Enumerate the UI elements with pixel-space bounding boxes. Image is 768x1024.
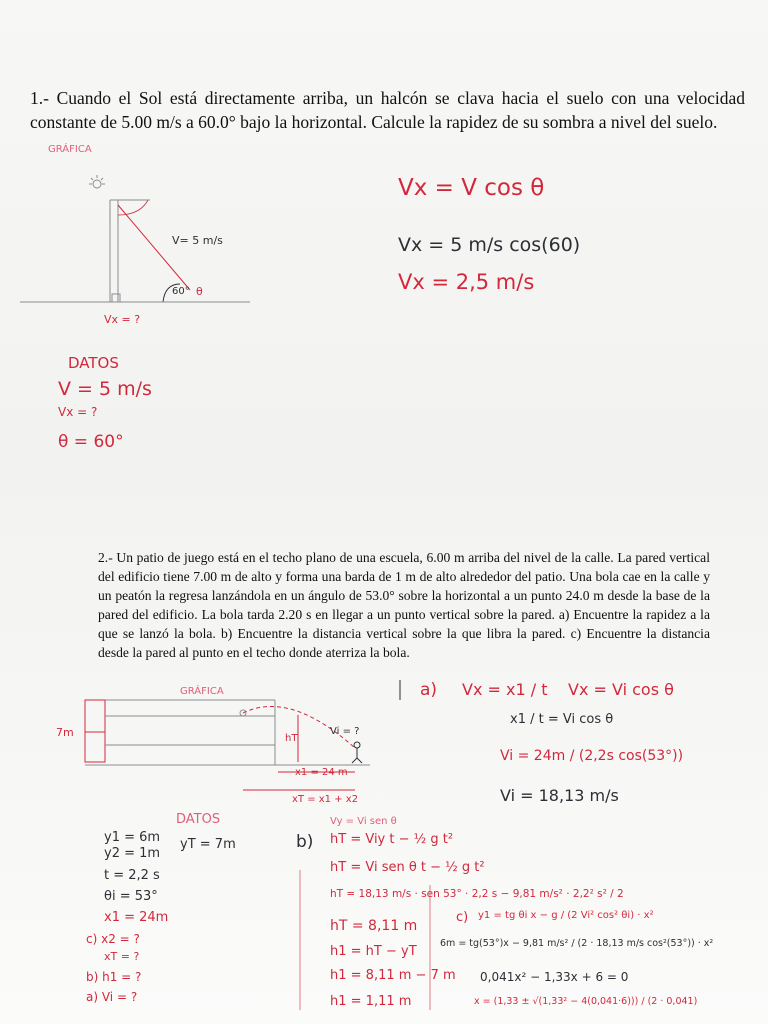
- p1-datos-v: V = 5 m/s: [58, 378, 152, 400]
- p1-velocity-label: V= 5 m/s: [172, 234, 223, 247]
- p2b-result-h1: h1 = 1,11 m: [330, 994, 412, 1009]
- p2-datos-qb: b) h1 = ?: [86, 970, 142, 984]
- p1-result: Vx = 2,5 m/s: [398, 270, 535, 294]
- p2-datos-title: DATOS: [176, 812, 221, 827]
- p2-height-7m: 7m: [56, 726, 74, 739]
- p2-vi-label: Vi = ?: [330, 726, 360, 737]
- p2a-result: Vi = 18,13 m/s: [500, 786, 619, 805]
- p1-datos-title: DATOS: [68, 354, 119, 372]
- p2a-eq3: Vi = 24m / (2,2s cos(53°)): [500, 748, 684, 764]
- p2b-note: Vy = Vi sen θ: [330, 816, 397, 827]
- p2-ht-label: hT: [285, 733, 298, 744]
- p2b-eq6: h1 = 8,11 m − 7 m: [330, 968, 456, 983]
- p2b-eq5: h1 = hT − yT: [330, 944, 417, 959]
- p2-graph-title: GRÁFICA: [180, 686, 224, 697]
- p2-datos-y1: y1 = 6m: [104, 830, 161, 845]
- p1-graph-title: GRÁFICA: [48, 144, 92, 155]
- p2-datos-qa: a) Vi = ?: [86, 990, 138, 1004]
- p1-theta-symbol: θ: [196, 285, 203, 298]
- p2b-eq1: hT = Viy t − ½ g t²: [330, 832, 454, 847]
- p1-formula: Vx = V cos θ: [398, 175, 545, 201]
- p1-angle-label: 60°: [172, 286, 190, 297]
- p2-x1-label: x1 = 24 m: [295, 767, 348, 778]
- p2b-eq2: hT = Vi sen θ t − ½ g t²: [330, 860, 485, 875]
- p2a-label: a): [420, 680, 438, 700]
- p2c-eq1: y1 = tg θi x − g / (2 Vi² cos² θi) · x²: [478, 910, 654, 921]
- p2-datos-yt: yT = 7m: [180, 837, 236, 852]
- p2c-eq3: 0,041x² − 1,33x + 6 = 0: [480, 970, 629, 984]
- problem-2-statement: 2.- Un patio de juego está en el techo plano de una escuela, 6.00 m arriba del nivel de la calle. La pared vertical del edificio tiene 7.00 m de alto y forma una barda de 1 m de alto alrededor del patio. Una bola cae en la calle y un peatón la regresa lanzándola en un ángulo de 53.0° sobre la horizontal a un punto 24.0 m desde la base de la pared del edificio. La bola tarda 2.20 s en llegar a un punto vertical sobre la pared. a) Encuentre la rapidez a la que se lanzó la bola. b) Encuentre la distancia vertical sobre la que libra la pared. c) Encuentre la distancia desde la pared al punto en el techo donde aterriza la bola.: [98, 550, 710, 660]
- p1-substitution: Vx = 5 m/s cos(60): [398, 234, 581, 256]
- p2b-eq3: hT = 18,13 m/s · sen 53° · 2,2 s − 9,81 m/s² · 2,2² s² / 2: [330, 888, 624, 900]
- p1-vx-unknown: Vx = ?: [104, 313, 141, 326]
- p2a-eq1: Vx = x1 / t: [462, 680, 548, 699]
- p2c-label: c): [456, 910, 469, 925]
- p2-datos-t: t = 2,2 s: [104, 868, 160, 883]
- p2-datos-qc2: xT = ?: [104, 950, 140, 963]
- p1-datos-theta: θ = 60°: [58, 432, 124, 452]
- p2-datos-theta: θi = 53°: [104, 889, 158, 904]
- p2-datos-y2: y2 = 1m: [104, 846, 161, 861]
- p1-datos-vx: Vx = ?: [58, 405, 98, 419]
- p2b-label: b): [296, 832, 314, 852]
- p2a-eq2: x1 / t = Vi cos θ: [510, 712, 614, 727]
- p2-datos-x1: x1 = 24m: [104, 910, 169, 925]
- sun-icon: [93, 180, 101, 188]
- p2c-eq2: 6m = tg(53°)x − 9,81 m/s² / (2 · 18,13 m/s cos²(53°)) · x²: [440, 938, 714, 949]
- p2-datos-qc: c) x2 = ?: [86, 932, 140, 946]
- p2c-eq4: x = (1,33 ± √(1,33² − 4(0,041·6))) / (2 · 0,041): [474, 996, 698, 1007]
- p2b-result-ht: hT = 8,11 m: [330, 918, 418, 934]
- p2a-eq1b: Vx = Vi cos θ: [568, 680, 674, 699]
- problem-1-statement: 1.- Cuando el Sol está directamente arriba, un halcón se clava hacia el suelo con una velocidad constante de 5.00 m/s a 60.0° bajo la horizontal. Calcule la rapidez de su sombra a nivel del suelo.: [30, 88, 745, 132]
- p2-xt-label: xT = x1 + x2: [292, 794, 359, 805]
